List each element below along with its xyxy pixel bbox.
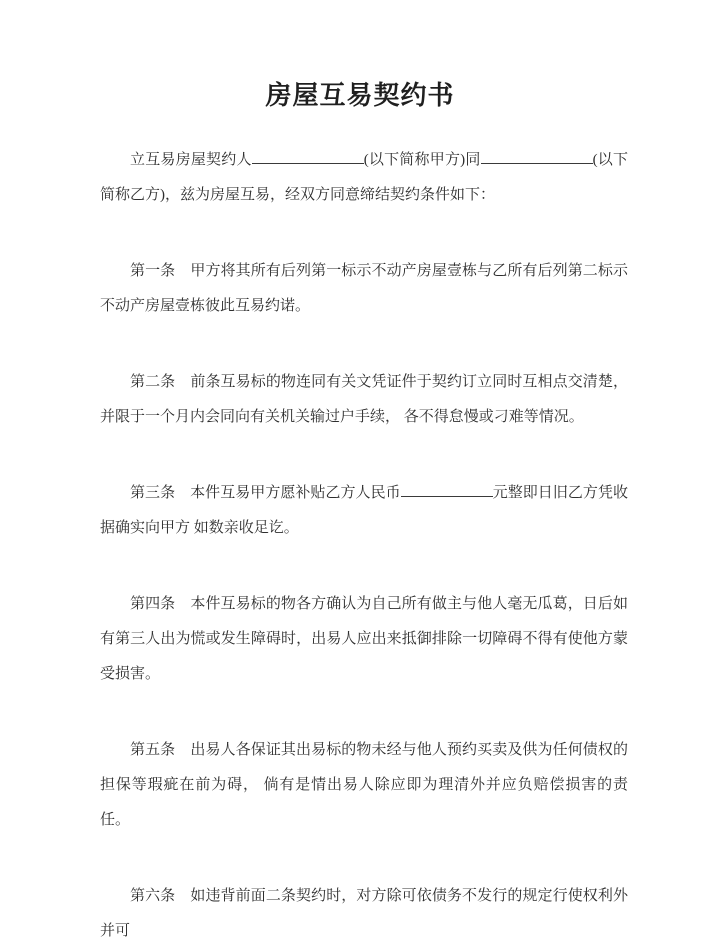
clause-4: 第四条 本件互易标的物各方确认为自己所有做主与他人毫无瓜葛，日后如有第三人出为慌或发生障碍时，出易人应出来抵御排除一切障碍不得有使他方蒙受损害。 [100,596,628,682]
blank-underline [401,482,493,497]
page-title: 房屋互易契约书 [265,81,455,110]
clause-3: 第三条 本件互易甲方愿补贴乙方人民币 元整即日旧乙方凭收据确实向甲方 如数亲收足讫。 [100,476,628,546]
contract-body [100,143,628,949]
clause-5: 第五条 出易人各保证其出易标的物未经与他人预约买卖及供为任何债权的担保等瑕疵在前为碍， 倘有是情出易人除应即为理清外并应负赔偿损害的责任。 [100,742,628,828]
clause-6: 第六条 如违背前面二条契约时，对方除可依债务不发行的规定行使权利外并可 [100,888,628,939]
clause-2: 第二条 前条互易标的物连同有关文凭证件于契约订立同时互相点交清楚，并限于一个月内会同向有关机关输过户手续， 各不得怠慢或刁难等情况。 [100,374,628,425]
clause-1: 第一条 甲方将其所有后列第一标示不动产房屋壹栋与乙所有后列第二标示不动产房屋壹栋彼此互易约诺。 [100,263,628,314]
blank-underline [481,149,593,164]
intro-paragraph: 立互易房屋契约人 (以下简称甲方)同 (以下简称乙方)，兹为房屋互易，经双方同意缔结契约条件如下： [100,143,628,213]
blank-underline [252,149,364,164]
